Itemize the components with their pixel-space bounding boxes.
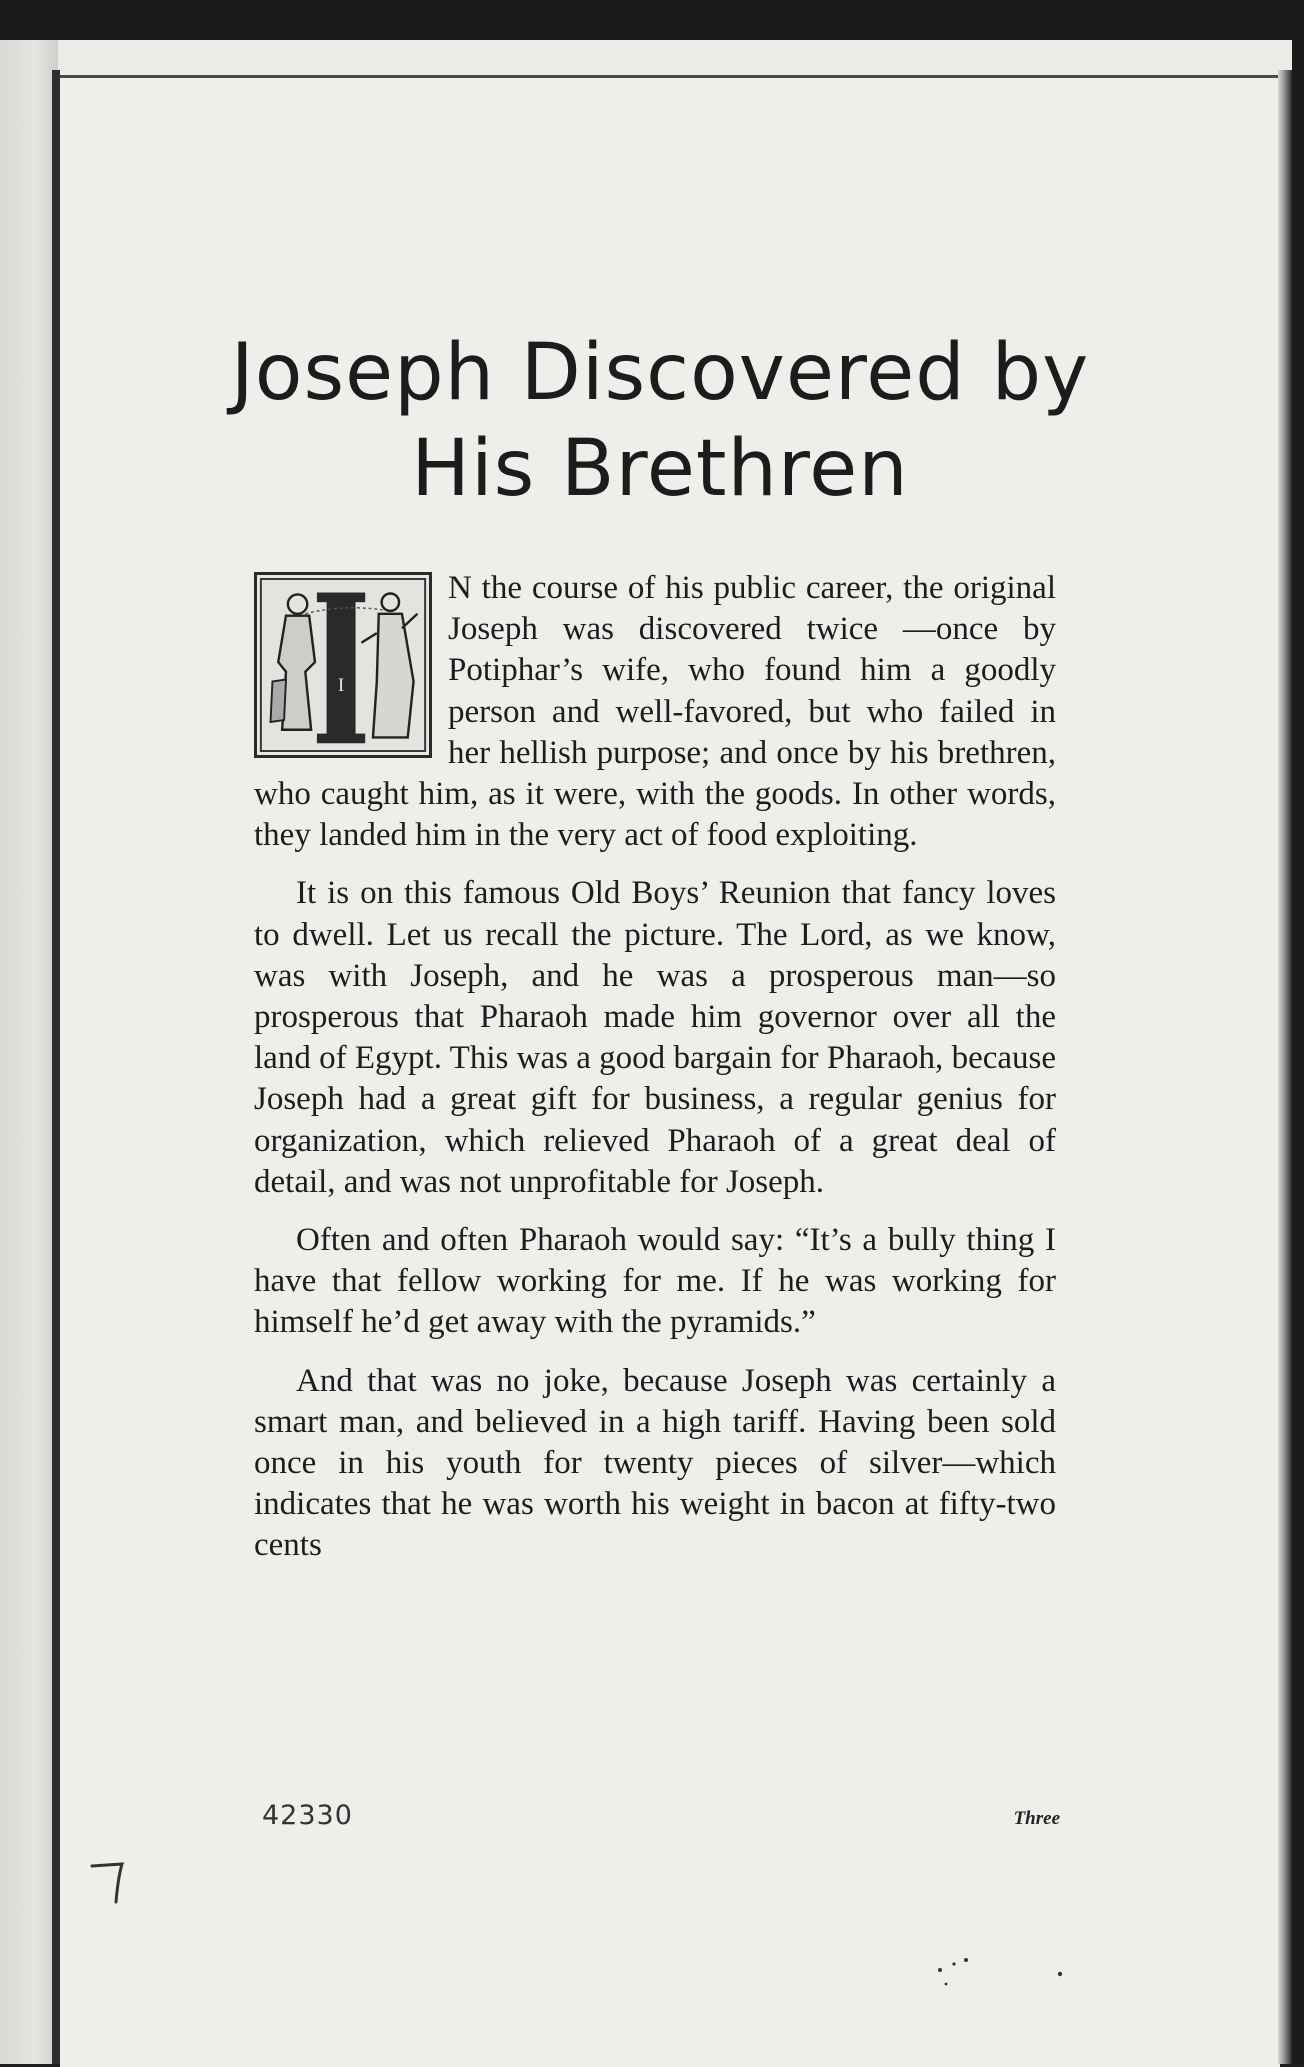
dropcap-letter: I — [337, 675, 345, 697]
page-right-edge — [1278, 70, 1292, 2064]
facing-page-edge — [0, 40, 58, 2064]
scan-top-border — [0, 0, 1304, 40]
page-number: Three — [1013, 1808, 1060, 1829]
paragraph-3: Often and often Pharaoh would say: “It’s a bully thing I have that fellow working for me. If he was working for himself he’d get away with the pyramids.” — [254, 1222, 1056, 1341]
paragraph-1 — [254, 568, 1056, 856]
page-gutter-edge — [52, 70, 60, 2064]
title-line-2: His Brethren — [411, 424, 909, 514]
paragraph-2: It is on this famous Old Boys’ Reunion that fancy loves to dwell. Let us recall the picture. The Lord, as we know, was with Joseph, and he was a prosperous man—so prosperous that Pharaoh made him governor over all the land of Egypt. This was a good bargain for Pharaoh, because Joseph had a great gift for business, a regular genius for organization, which relieved Pharaoh of a great deal of detail, and was not unprofitable for Joseph. — [254, 875, 1056, 1200]
body-text — [254, 568, 1056, 1584]
scan-specks-icon — [930, 1950, 1070, 2010]
pencil-mark-icon — [88, 1858, 138, 1908]
paragraph-1-text: N the course of his public career, the original Joseph was discovered twice —once by Potiphar’s wife, who found him a goodly person and well-favored, but who failed in her hellish purpose; and once by his brethren, who caught him, as it were, with the goods. In other words, they landed him in the very act of food exploiting. — [254, 570, 1056, 854]
illuminated-initial-icon — [254, 572, 432, 758]
title-line-1: Joseph Discovered by — [230, 328, 1090, 418]
handwritten-catalog-number: 42330 — [262, 1800, 353, 1831]
scan-right-border — [1292, 40, 1304, 2064]
chapter-title — [200, 325, 1120, 517]
paragraph-4: And that was no joke, because Joseph was certainly a smart man, and believed in a high tariff. Having been sold once in his youth for twenty pieces of silver—which indicates that he was worth his weight in bacon at fifty-two cents — [254, 1362, 1056, 1564]
